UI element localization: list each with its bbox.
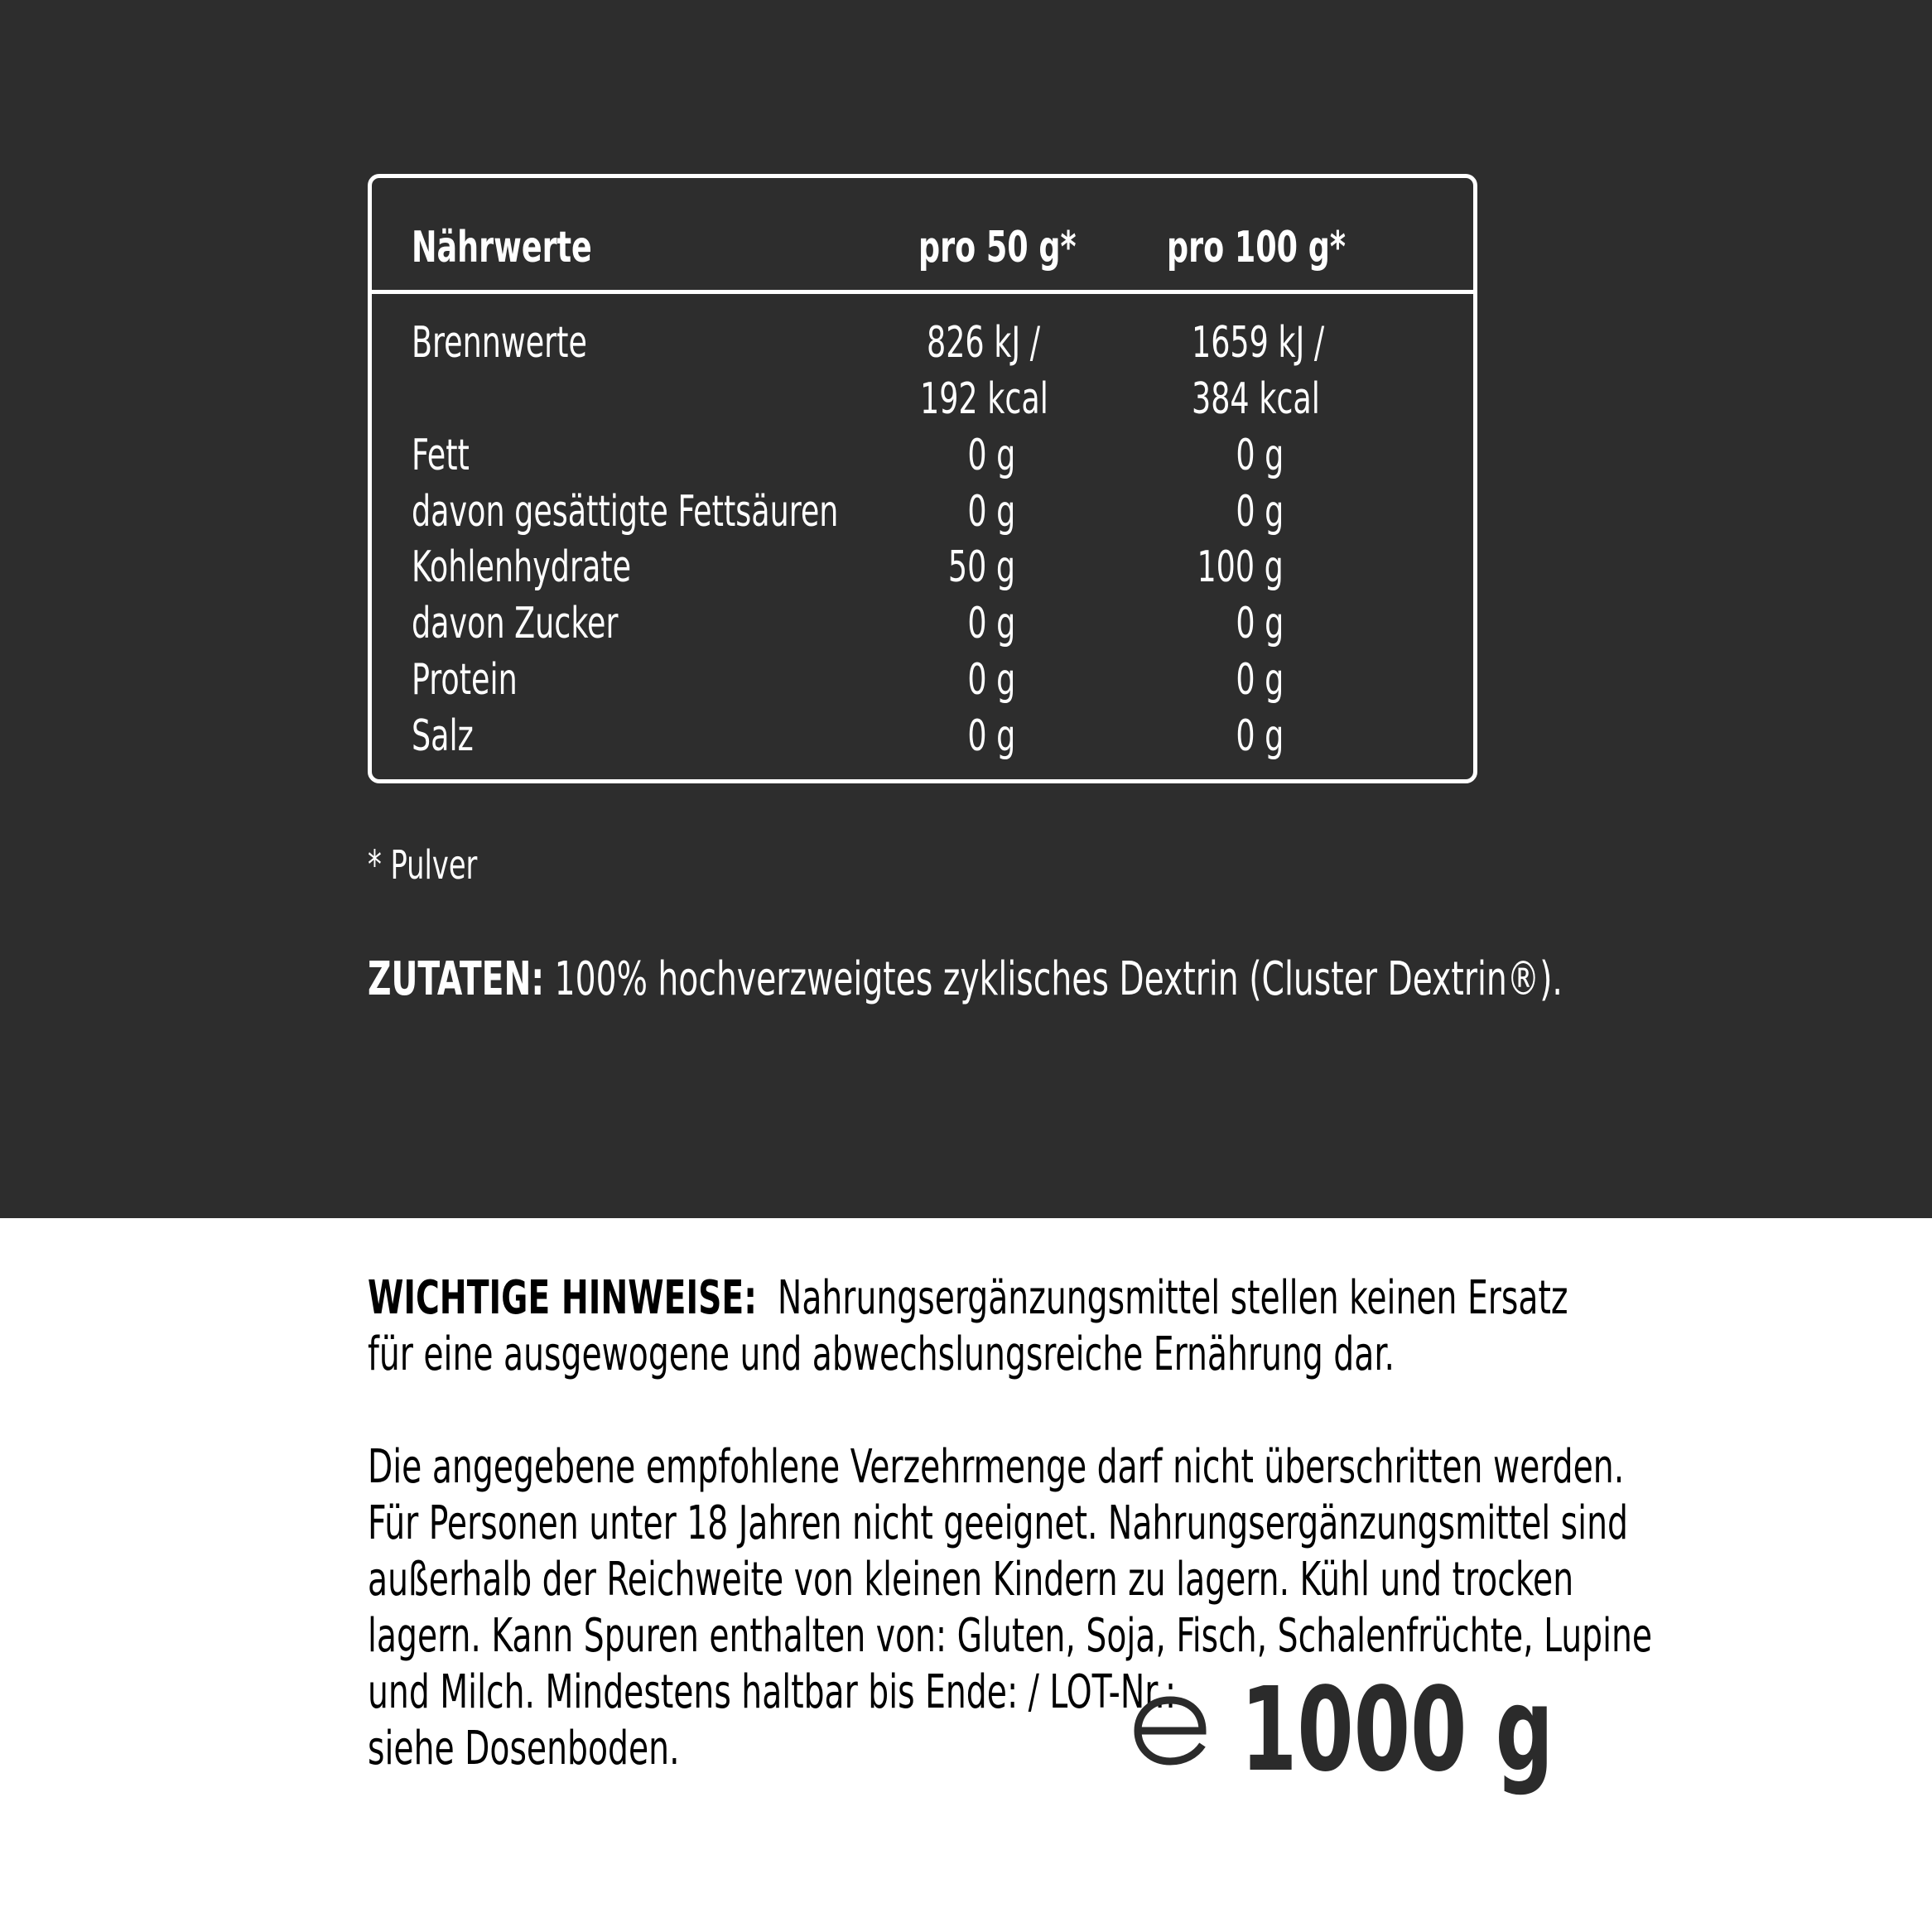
- table-cell-per100: 100 g: [1197, 542, 1284, 592]
- table-cell-per50: 0 g: [967, 599, 1015, 648]
- ingredients-text: 100% hochverzweigtes zyklisches Dextrin (Cluster Dextrin®).: [544, 952, 1563, 1006]
- table-row-label: Kohlenhydrate: [412, 542, 632, 592]
- table-cell-per100: 0 g: [1236, 487, 1284, 537]
- table-row-label: davon Zucker: [412, 599, 619, 648]
- notes-line: und Milch. Mindestens haltbar bis Ende: / LOT-Nr.:: [368, 1665, 1177, 1719]
- notes-line: Für Personen unter 18 Jahren nicht geeignet. Nahrungsergänzungsmittel sind: [368, 1496, 1628, 1550]
- important-notes: [368, 1270, 1906, 1383]
- ingredients: [368, 950, 1900, 1009]
- notes-line: siehe Dosenboden.: [368, 1722, 680, 1775]
- notes-line: lagern. Kann Spuren enthalten von: Gluten, Soja, Fisch, Schalenfrüchte, Lupine: [368, 1609, 1653, 1663]
- estimated-sign-icon: [1131, 1695, 1209, 1766]
- table-cell-per50: 0 g: [967, 655, 1015, 705]
- notes-line: Die angegebene empfohlene Verzehrmenge darf nicht überschritten werden.: [368, 1440, 1625, 1494]
- notes-line: für eine ausgewogene und abwechslungsreiche Ernährung dar.: [368, 1327, 1395, 1381]
- table-row-label: davon gesättigte Fettsäuren: [412, 487, 839, 537]
- table-cell-per50: 0 g: [967, 487, 1015, 537]
- table-cell-per100: 0 g: [1236, 431, 1284, 480]
- table-row-label: Fett: [412, 431, 470, 480]
- table-cell-per100: 0 g: [1236, 655, 1284, 705]
- notes-line: Nahrungsergänzungsmittel stellen keinen Ersatz: [756, 1271, 1568, 1325]
- table-cell-per50: 0 g: [967, 711, 1015, 761]
- notes-line: außerhalb der Reichweite von kleinen Kindern zu lagern. Kühl und trocken: [368, 1553, 1574, 1607]
- table-cell-per50: 50 g: [947, 542, 1015, 592]
- nutrition-header-label: Nährwerte: [412, 223, 592, 272]
- nutrition-table: Nährwerte pro 50 g* pro 100 g* Brennwerte 826 kJ / 192 kcal 1659 kJ / 384 kcal Fett 0 g 0 g davon gesättigte Fettsäuren 0 g 0 g Kohlenhydrate 50 g 100 g davon Zucker 0 g 0 g Protein 0 g 0 g Salz 0 g 0 g: [368, 174, 1477, 783]
- table-cell-per50: 0 g: [967, 431, 1015, 480]
- table-cell-per100: 0 g: [1236, 599, 1284, 648]
- table-row-label: Brennwerte: [412, 318, 587, 368]
- notes-label: WICHTIGE HINWEISE:: [368, 1271, 757, 1325]
- footnote: * Pulver: [368, 842, 478, 889]
- table-cell-per100: 0 g: [1236, 711, 1284, 761]
- ingredients-label: ZUTATEN:: [368, 952, 545, 1006]
- net-weight: 1000 g: [1241, 1663, 1554, 1798]
- table-row-label: Salz: [412, 711, 474, 761]
- table-row-label: Protein: [412, 655, 518, 705]
- table-header-divider: [372, 290, 1473, 294]
